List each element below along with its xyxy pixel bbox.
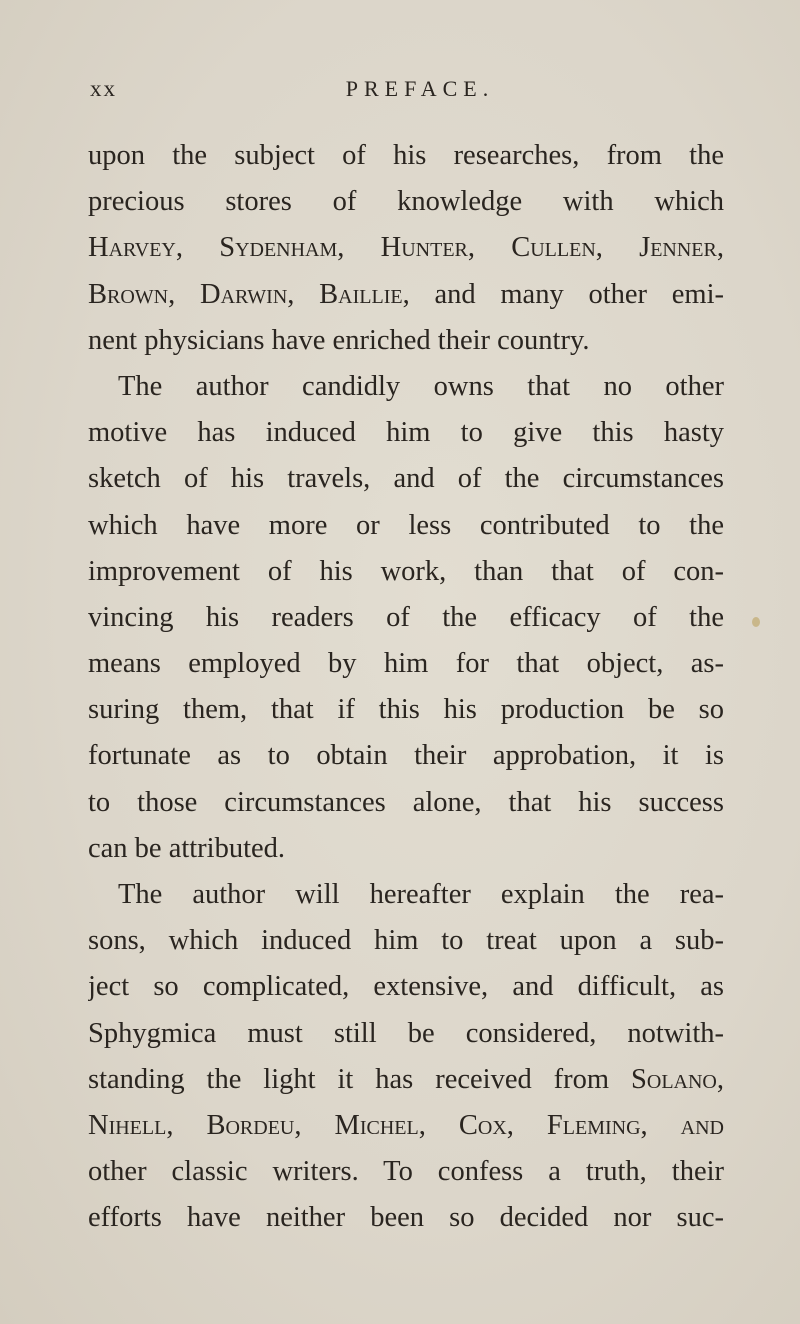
text-line: The author will hereafter explain the rea- (118, 879, 724, 910)
text-line: improvement of his work, than that of con- (88, 555, 724, 587)
text-line: Nihell, Bordeu, Michel, Cox, Fleming, and (88, 1109, 724, 1141)
text-line: efforts have neither been so decided nor suc- (88, 1202, 724, 1234)
text-line: standing the light it has received from Solano, (88, 1063, 724, 1095)
text-line: sketch of his travels, and of the circumstances (88, 463, 724, 495)
text-line: Brown, Darwin, Baillie, and many other emi- (88, 278, 724, 310)
text-line: other classic writers. To confess a truth, their (88, 1156, 724, 1188)
text-line: can be attributed. (88, 832, 286, 864)
text-line: sons, which induced him to treat upon a sub- (88, 925, 724, 957)
text-line: vincing his readers of the efficacy of the (88, 601, 724, 633)
running-head: PREFACE. (345, 76, 495, 101)
text-line: Sphygmica must still be considered, notwith- (88, 1017, 724, 1049)
text-line: The author candidly owns that no other (118, 370, 724, 402)
text-line: Harvey, Sydenham, Hunter, Cullen, Jenner, (88, 232, 724, 264)
page-number: xx (90, 76, 117, 101)
text-line: fortunate as to obtain their approbation, it is (88, 740, 724, 772)
text-line: precious stores of knowledge with which (88, 186, 724, 218)
text-line: ject so complicated, extensive, and difficult, as (88, 971, 724, 1003)
text-line: suring them, that if this his production be so (88, 694, 724, 726)
text-line: means employed by him for that object, as- (88, 648, 724, 680)
page-header (90, 76, 720, 110)
paper-stain (752, 617, 760, 627)
text-line: nent physicians have enriched their country. (88, 324, 590, 356)
text-line: to those circumstances alone, that his success (88, 786, 724, 818)
text-line: upon the subject of his researches, from the (88, 140, 724, 171)
body-text (88, 133, 724, 1242)
text-line: motive has induced him to give this hasty (88, 417, 724, 449)
text-line: which have more or less contributed to the (88, 509, 724, 541)
